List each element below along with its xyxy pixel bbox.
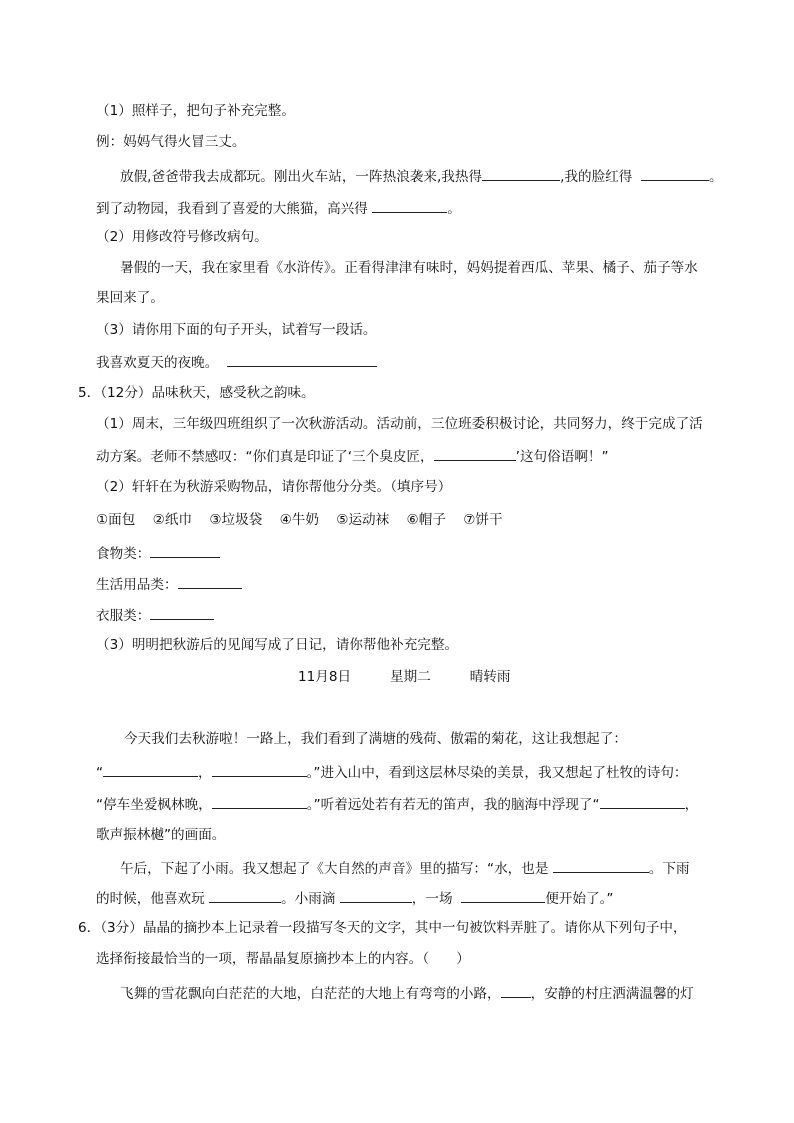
q6-line3: 飞舞的雪花飘向白茫茫的大地，白茫茫的大地上有弯弯的小路， ，安静的村庄洒满温馨的灯 — [120, 983, 694, 1003]
q4-part1-heading: （1）照样子，把句子补充完整。 — [96, 103, 295, 119]
answer-blank[interactable] — [553, 858, 649, 873]
answer-blank[interactable] — [103, 762, 198, 777]
answer-blank[interactable] — [212, 762, 307, 777]
answer-blank[interactable] — [501, 983, 531, 998]
q5-category-food: 食物类： — [96, 543, 220, 563]
diary-weekday: 星期二 — [390, 669, 431, 685]
list-item: ③垃圾袋 — [209, 512, 263, 528]
q4-part3-heading: （3）请你用下面的句子开头，试着写一段话。 — [96, 322, 377, 338]
diary-line1: 今天我们去秋游啦！一路上，我们看到了满塘的残荷、傲霜的菊花，这让我想起了： — [124, 731, 627, 747]
answer-blank[interactable] — [212, 794, 307, 809]
diary-line6: 的时候，他喜欢玩 。小雨滴 ，一场 便开始了。” — [96, 888, 613, 908]
q5-category-daily: 生活用品类： — [96, 574, 242, 594]
answer-blank[interactable] — [227, 352, 377, 367]
q4-part1-example: 例：妈妈气得火冒三丈。 — [96, 134, 246, 150]
list-item: ⑤运动袜 — [336, 512, 390, 528]
q6-line1: 6．（3分）晶晶的摘抄本上记录着一段描写冬天的文字，其中一句被饮料弄脏了。请你从下列句子中， — [78, 920, 687, 936]
diary-line5: 午后，下起了小雨。我又想起了《大自然的声音》里的描写：“水，也是 。下雨 — [120, 858, 690, 878]
answer-blank[interactable] — [482, 166, 560, 181]
diary-line4: 歌声振林樾”的画面。 — [96, 827, 226, 843]
q4-part1-line2: 到了动物园，我看到了喜爱的大熊猫，高兴得 。 — [96, 198, 461, 218]
q4-part2-line2: 果回来了。 — [96, 290, 164, 306]
list-item: ④牛奶 — [279, 512, 319, 528]
diary-weather: 晴转雨 — [469, 669, 511, 685]
q4-part3-line1: 我喜欢夏天的夜晚。 — [96, 352, 377, 372]
list-item: ②纸巾 — [152, 512, 193, 528]
answer-blank[interactable] — [209, 888, 281, 903]
diary-line2: “ ， 。”进入山中，看到这层林尽染的美景，我又想起了杜牧的诗句： — [96, 762, 688, 782]
list-item: ⑦饼干 — [463, 512, 503, 528]
answer-blank[interactable] — [340, 888, 412, 903]
q6-line2: 选择衔接最恰当的一项，帮晶晶复原摘抄本上的内容。（ ） — [96, 951, 470, 967]
diary-line3: “停车坐爱枫林晚， 。”听着远处若有若无的笛声，我的脑海中浮现了“ ， — [96, 794, 698, 814]
list-item: ⑥帽子 — [406, 512, 446, 528]
answer-blank[interactable] — [641, 166, 709, 181]
q5-heading: 5．（12分）品味秋天，感受秋之韵味。 — [78, 385, 315, 401]
q5-part1-line1: （1）周末，三年级四班组织了一次秋游活动。活动前，三位班委积极讨论，共同努力，终于完成了活 — [96, 416, 703, 432]
diary-header — [298, 668, 511, 686]
diary-date: 11月8日 — [298, 669, 352, 685]
answer-blank[interactable] — [434, 446, 516, 461]
answer-blank[interactable] — [372, 198, 447, 213]
answer-blank[interactable] — [150, 543, 220, 558]
answer-blank[interactable] — [178, 574, 242, 589]
answer-blank[interactable] — [461, 888, 545, 903]
q5-part2-heading: （2）轩轩在为秋游采购物品，请你帮他分分类。（填序号） — [96, 479, 452, 495]
q4-part2-line1: 暑假的一天，我在家里看《水浒传》。正看得津津有味时，妈妈提着西瓜、苹果、橘子、茄子等水 — [120, 260, 698, 276]
answer-blank[interactable] — [600, 794, 685, 809]
q4-part2-heading: （2）用修改符号修改病句。 — [96, 229, 268, 245]
list-item: ①面包 — [96, 512, 136, 528]
q5-part1-line2: 动方案。老师不禁感叹：“你们真是印证了‘三个臭皮匠， ’这句俗语啊！” — [96, 446, 609, 466]
q5-item-list — [96, 511, 503, 529]
q4-part1-line1: 放假,爸爸带我去成都玩。刚出火车站，一阵热浪袭来,我热得 ,我的脸红得 。 — [120, 166, 723, 186]
q5-part3-heading: （3）明明把秋游后的见闻写成了日记，请你帮他补充完整。 — [96, 637, 459, 653]
answer-blank[interactable] — [150, 605, 214, 620]
q5-category-clothes: 衣服类： — [96, 605, 214, 625]
